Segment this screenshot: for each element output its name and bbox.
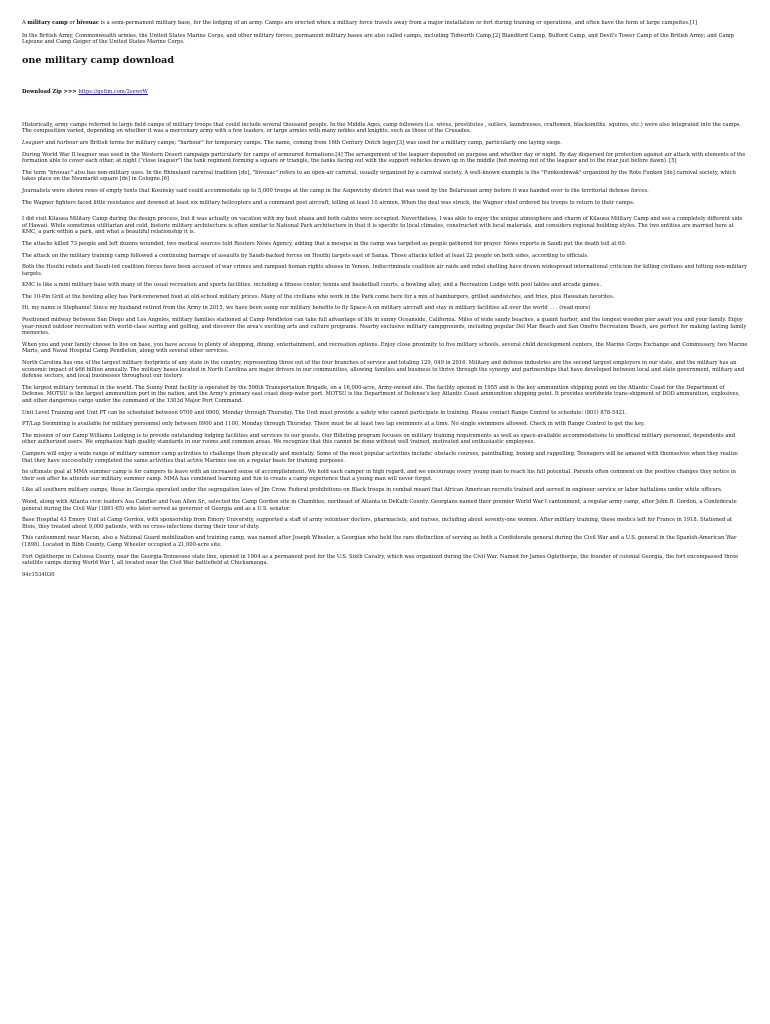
body-paragraph: This cantonment near Macon, also a National Guard mobilization and training camp, was named after Joseph Wheeler, a Georgian who held the rare distinction of serving as both a Confederate general during the Civil War and a U.S. general in the Spanish-American War (1898). Located in Bibb County, Camp Wheeler occupied a 21,000-acre site. xyxy=(22,535,737,548)
intro-paragraph-2: In the British Army, Commonwealth armies, the United States Marine Corps, and other military forces, permanent military bases are also called camps, including Tidworth Camp,[2] Blandford Camp, Bulford Camp, and Devil's Tower Camp of the British Army; and Camp Lejeune and Camp Geiger of the United States Marine Corps. xyxy=(22,32,734,46)
intro-text: or xyxy=(67,20,77,26)
section1-paragraph-3: During World War II leaguer was used in the Western Desert campaign particularly for camps of armoured formations.[4] The arrangement of the leaguer depended on purpose and whether day or night. By day dispersed for protection against air attack with elements of the formation able to cover each other, at night ("close leaguer") the tank regiment forming a square or triangle, the tanks facing out with the support vehicles drawn up in the middle (but moving out of the leaguer and to the rear just before dawn). [5] xyxy=(22,151,746,165)
body-paragraph: Like all southern military camps, those in Georgia operated under the segregation laws of Jim Crow. Federal prohibitions on Black troops in combat meant that African American recruits trained and served in engineer service or labor battalions under white officers. xyxy=(22,487,723,494)
body-paragraph: The largest military terminal in the world. The Sunny Point facility is operated by the 596th Transportation Brigade, on a 16,000-acre, Army-owned site. The facility opened in 1955 and is the key ammunition shipping point on the Atlantic Coast for the Department of Defense. MOTSU is the largest ammunition port in the nation, and the Army's primary east coast deep-water port. MOTSU is the Department of Defense's key Atlantic Coast ammunition shipping point. It provides worldwide trans-shipment of DOD ammunition, explosives, and other dangerous cargo under the command of the 1303d Major Port Command. xyxy=(22,384,740,404)
body-paragraph: Wood, along with Atlanta civic leaders Asa Candler and Ivan Allen Sr., selected the Camp Gordon site in Chamblee, northeast of Atlanta in DeKalb County. Georgians named their premier World War I cantonment, a regular army camp, after John B. Gordon, a Confederate general during the Civil War (1861-65) who later served as governor of Georgia and as a U.S. senator. xyxy=(22,498,737,512)
section1-paragraph-1: Historically, army camps referred to large field camps of military troops that could include several thousand people. In the Middle Ages, camp followers (i.e. wives, prostitutes , sutlers, laundresses, craftsmen, blacksmiths, squires, etc.) were also integrated into the camps. The composition varied, depending on whether it was a mercenary army with a few leaders, or large armies with many nobles and knights, such as those of the Crusades. xyxy=(22,121,742,135)
intro-text: A xyxy=(22,20,28,26)
body-paragraph: Base Hospital 43 Emory Unit at Camp Gordon, with sponsorship from Emory University, supported a staff of army volunteer doctors, pharmacists, and nurses, including about seventy-one women. After military training, these medics left for France in 1918. Stationed at Blois, they treated about 9,000 patients, with no cross-infections during their tour of duty. xyxy=(22,517,733,530)
body-paragraph: Campers will enjoy a wide range of military summer camp activities to challenge them physically and mentally. Some of the most popular activities include: obstacle courses, paintballing, boxing and rappelling. Teenagers will be amazed with themselves when they realize that they have successfully completed the same activities that active Marines use on a regular basis for training purposes. xyxy=(22,450,739,464)
section1-paragraph-5: Journalists were shown rows of empty tents that Kosinsky said could accommodate up to 5,000 troops at the camp in the Asipovichy district that was used by the Belarusian army before it was handed over to the territorial defense forces. xyxy=(22,187,649,194)
page-title: one military camp download xyxy=(22,54,175,66)
body-paragraph: North Carolina has one of the largest military footprints of any state in the country, representing three out of the four branches of service and totaling 129, 049 in 2016. Military and defense industries are the second largest employers in our state, and the military has an economic impact of $66 billion annually. The military bases located in North Carolina are major drivers in our communities, allowing families and business to thrive through the synergy and partnerships that have developed between local and state government, military and defense sectors, and local businesses throughout our history. xyxy=(22,360,745,380)
body-paragraph: When you and your family choose to live on base, you have access to plenty of shopping, dining, entertainment, and recreation options. Enjoy close proximity to five military schools, several child development centers, the Marine Corps Exchange and Commissary, two Marine Marts, and Naval Hospital Camp Pendleton, along with several other services. xyxy=(22,341,748,355)
paragraph-text: are British terms for military camps; "harbour" for temporary camps. The name, coming from 16th Century Dutch leger,[3] was used for a military camp, particularly one laying siege. xyxy=(78,139,562,146)
body-paragraph: Unit Level Training and Unit PT can be scheduled between 0700 and 0900, Monday through Thursday. The Unit must provide a safety who cannot participate in training. Please contact Range Control to schedule: (801) 878-5421. xyxy=(22,409,627,416)
section2-body xyxy=(22,216,748,578)
body-paragraph: KMC is like a mini military base with many of the usual recreation and sports facilities, including a fitness center, tennis and basketball courts, a bowling alley, and a Recreation Lodge with pool tables and arcade games. xyxy=(22,282,601,289)
trailing-code: 94c1534030 xyxy=(22,571,55,578)
body-paragraph: The attacks killed 73 people and left dozens wounded, two medical sources told Reuters News Agency, adding that a mosque in the camp was targeted as people gathered for prayer. News reports in Saudi put the death toll at 60. xyxy=(22,240,627,247)
body-paragraph: he ultimate goal at MMA summer camp is for campers to leave with an increased sense of accomplishment. We hold each camper in high regard, and we encourage every young man to reach his full potential. Parents often comment on the positive changes they notice in their son after he attends our military summer camp. MMA has combined learning and fun to create a camp experience that a young man will never forget. xyxy=(22,469,736,482)
section1-paragraph-2 xyxy=(22,140,748,147)
section1-paragraph-4: The term "bivouac" also has non-military uses. In the Rhineland carnival tradition [de], "bivouac" refers to an open-air carnival, usually organized by a carnival society. A well-known example is the "Funkenbiwak" organized by the Rote Funken [de] carnival society, which takes place on the Neumarkt square [de] in Cologne.[6] xyxy=(22,169,736,183)
body-paragraph: The 10-Pin Grill at the bowling alley has Park-renowned food at old-school military prices. Many of the civilians who work in the Park come here for a mix of hamburgers, grilled sandwiches, and fries, plus Hawaiian favorites. xyxy=(22,293,615,300)
term-harbour: harbour xyxy=(56,139,79,146)
download-label: Download Zip >>> xyxy=(22,88,79,95)
download-line xyxy=(22,89,748,95)
intro-term-military-camp: military camp xyxy=(27,20,68,26)
body-paragraph: Hi, my name is Stephanie! Since my husband retired from the Army in 2015, we have been using our military benefits to fly Space-A on military aircraft and stay in military facilities all over the world . . . (read more) xyxy=(22,305,591,312)
body-paragraph: Both the Houthi rebels and Saudi-led coalition forces have been accused of war crimes and rampant human rights abuses in Yemen. Indiscriminate coalition air raids and rebel shelling have drawn widespread international criticism for killing civilians and hitting non-military targets. xyxy=(22,264,748,277)
body-paragraph: The mission of our Camp Williams Lodging is to provide outstanding lodging facilities and services to our guests. Our Billeting program focuses on military training requirements as well as space-available accommodations to unofficial military personnel, dependents and other authorized users. We emphasize high quality standards in our rooms and common areas. We recognize that this cannot be done without well trained, motivated and enthusiastic employees. xyxy=(22,432,736,446)
body-paragraph: I did visit Kilauea Military Camp during the design process, but it was actually on vacation with my host ohana and both cabins were occupied. Nevertheless, I was able to enjoy the unique atmosphere and charm of Kilauea Military Camp and see a completely different side of Hawaii. While sometimes utilitarian and cold, historic military architecture is often similar to National Park architecture in that it is specific to local climates, constructed with local materials, and considers regional building styles. The two entities are married here at KMC, a park within a park, and what a beautiful relationship it is. xyxy=(22,216,743,236)
download-link[interactable]: https://geltm.com/2sewrW xyxy=(78,88,148,95)
section1-paragraph-6: The Wagner fighters faced little resistance and downed at least six military helicopters and a command post aircraft, killing at least 10 airmen. When the deal was struck, the Wagner chief ordered his troops to return to their camps. xyxy=(22,199,635,206)
paragraph-text: and xyxy=(43,139,57,146)
intro-paragraph-1 xyxy=(22,20,748,27)
body-paragraph: Positioned midway between San Diego and Los Angeles, military families stationed at Camp Pendleton can take full advantage of life in sunny Oceanside, California. Miles of wide sandy beaches, a quaint harbor, and the longest wooden pier await you and your family. Enjoy year-round outdoor recreation with world-class surfing and golfing, and discover the area's exciting arts and culture programs. Nearby exclusive military campgrounds, including popular Del Mar Beach and San Onofre Recreation Beach, are perfect for making lasting family memories. xyxy=(22,317,747,337)
term-leaguer: Leaguer xyxy=(22,139,44,146)
body-paragraph: The attack on the military training camp followed a continuing barrage of assaults by Saudi-backed forces on Houthi targets east of Sanaa. Those attacks killed at least 22 people on both sides, according to officials. xyxy=(22,252,589,259)
intro-text: is a semi-permanent military base, for the lodging of an army. Camps are erected when a military force travels away from a major installation or fort during training or operations, and often have the form of large campsites.[1] xyxy=(99,20,697,26)
body-paragraph: PT/Lap Swimming is available for military personnel only between 0900 and 1100, Monday through Thursday. There must be at least two lap swimmers at a time. No single swimmers allowed. Check in with Range Control to get the key. xyxy=(22,421,645,428)
body-paragraph: Fort Oglethorpe in Catoosa County, near the Georgia-Tennessee state line, opened in 1904 as a permanent post for the U.S. Sixth Cavalry, which was organized during the Civil War. Named for James Oglethorpe, the founder of colonial Georgia, the fort encompassed three satellite camps during World War I, all located near the Civil War battlefield at Chickamauga. xyxy=(22,553,739,567)
intro-term-bivouac: bivouac xyxy=(76,20,100,26)
